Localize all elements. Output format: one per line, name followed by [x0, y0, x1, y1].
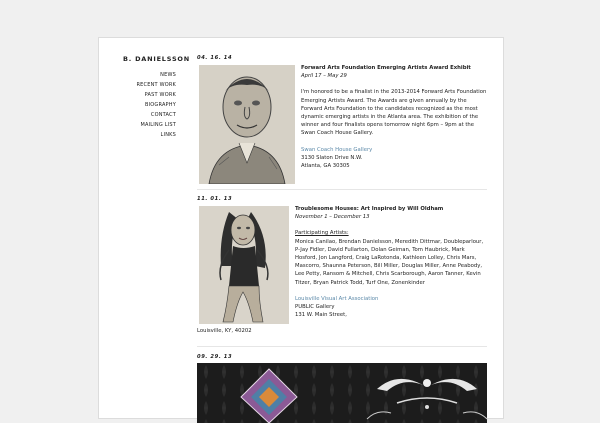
portrait-drawing-icon	[199, 65, 295, 184]
post-date: 09. 29. 13	[197, 354, 233, 360]
post-title[interactable]: Forward Arts Foundation Emerging Artists Award Exhibit	[301, 65, 471, 71]
nav-past-work[interactable]: PAST WORK	[144, 92, 176, 98]
figure-drawing-icon	[199, 206, 289, 324]
post-date: 04. 16. 14	[197, 55, 233, 61]
venue-city-line: Atlanta, GA 30305	[301, 163, 350, 170]
venue-city-line: Louisville, KY, 40202	[197, 328, 252, 334]
nav-links[interactable]: LINKS	[160, 132, 176, 138]
participants-list: Monica Canilao, Brendan Danielsson, Meredith Dittmar, Doubleparlour, P-Jay Fidler, David Fullarton, Dolan Geiman, Tom Haubrick, Mark Hosford, Jon Langford, Craig LaRotonda, Kathleen Lolley, Chris Mars, Mascorro, Shaunna Peterson, Bill Miller, Douglas Miller, Anne Peabody, Lee Petty, Ransom & Mitchell, Chris Scarborough, Aaron Tanner, Kevin Titzer, Bryan Patrick Todd, Turf One, Zonenkinder	[295, 238, 484, 286]
post-divider	[197, 346, 487, 347]
post-date: 11. 01. 13	[197, 196, 233, 202]
ornamental-banner-icon	[197, 363, 487, 423]
venue-address-line: 3130 Slaton Drive N.W.	[301, 154, 363, 161]
page-container	[98, 37, 504, 419]
post-dates: April 17 – May 29	[301, 73, 347, 80]
venue-link[interactable]: Louisville Visual Art Association	[295, 295, 379, 302]
post-artwork-image[interactable]	[199, 65, 295, 184]
participants-label: Participating Artists:	[295, 230, 349, 237]
nav-contact[interactable]: CONTACT	[150, 112, 176, 118]
nav-biography[interactable]: BIOGRAPHY	[144, 102, 176, 108]
news-post	[197, 354, 487, 360]
main-nav	[137, 70, 177, 140]
post-artwork-image[interactable]	[199, 206, 289, 324]
nav-recent-work[interactable]: RECENT WORK	[136, 82, 176, 88]
post-title[interactable]: Troublesome Houses: Art Inspired by Will Oldham	[295, 206, 444, 212]
site-title[interactable]: B. DANIELSSON	[123, 55, 190, 63]
venue-name-line: PUBLIC Gallery	[295, 304, 335, 311]
venue-address-line: 131 W. Main Street,	[295, 312, 347, 319]
venue-city-wrap	[197, 327, 297, 335]
post-dates: November 1 – December 13	[295, 214, 370, 221]
news-post	[197, 55, 487, 61]
post-divider	[197, 189, 487, 190]
post-body: I'm honored to be a finalist in the 2013-2014 Forward Arts Foundation Emerging Artists Award. The Awards are given annually by the Forward Arts Foundation to the candidates recognized as the most dynamic emerging artists in the Atlanta area. The exhibition of the winner and four finalists opens tomorrow night 6pm – 9pm at the Swan Coach House Gallery.	[301, 89, 487, 137]
nav-news[interactable]: NEWS	[160, 72, 176, 78]
post-content	[301, 64, 487, 170]
post-content	[295, 205, 487, 319]
venue-link[interactable]: Swan Coach House Gallery	[301, 146, 373, 153]
post-artwork-image[interactable]	[197, 363, 487, 423]
news-post	[197, 196, 487, 202]
nav-mailing-list[interactable]: MAILING LIST	[140, 122, 176, 128]
